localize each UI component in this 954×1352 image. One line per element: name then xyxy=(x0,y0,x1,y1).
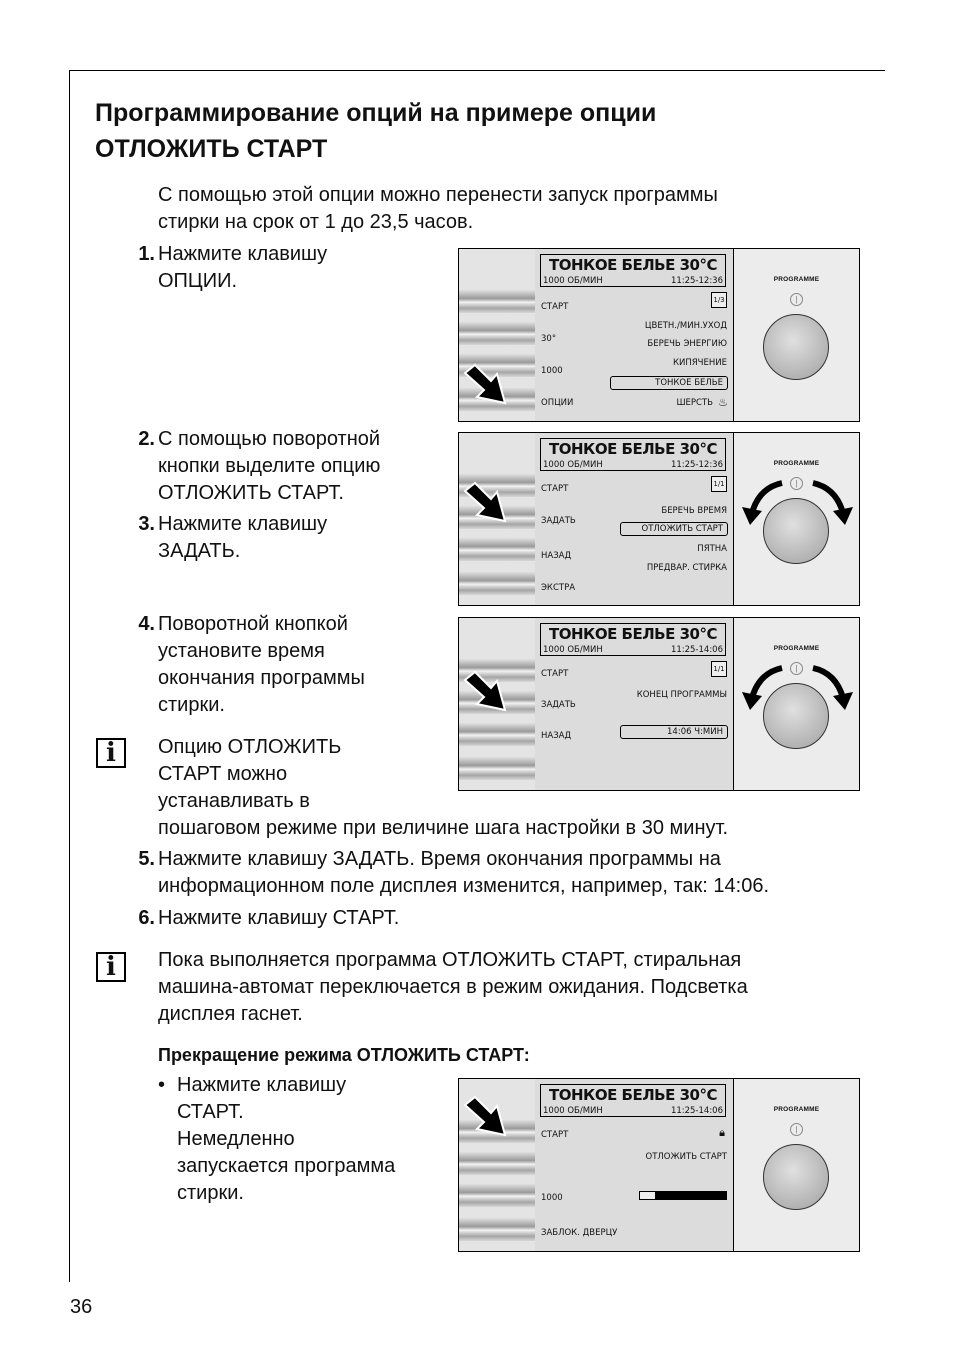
step-line: Нажмите клавишу xyxy=(158,243,328,265)
step-4-text xyxy=(158,611,365,719)
panel-button[interactable] xyxy=(459,1183,535,1207)
page-indicator-icon: 1/3 xyxy=(711,292,727,308)
info-line: Опцию ОТЛОЖИТЬ xyxy=(158,736,342,758)
panel-button[interactable] xyxy=(459,289,535,313)
lcd-display xyxy=(535,618,735,790)
panel-button[interactable] xyxy=(459,321,535,345)
knob-area xyxy=(734,1079,859,1251)
softkey-label: ОПЦИИ xyxy=(541,398,574,408)
knob-label: PROGRAMME xyxy=(773,460,820,467)
cancel-line: запускается программа xyxy=(177,1155,396,1177)
power-icon: | xyxy=(790,293,803,306)
program-title: ТОНКОЕ БЕЛЬЕ 30°C xyxy=(549,625,717,643)
step-line: ЗАДАТЬ. xyxy=(158,540,241,562)
page-indicator-icon: 1/1 xyxy=(711,476,727,492)
lcd-display xyxy=(535,1079,735,1251)
info-line: Пока выполняется программа ОТЛОЖИТЬ СТАРТ, стиральная xyxy=(158,949,742,971)
page-title: Программирование опций на примере опции xyxy=(95,99,657,127)
lcd-display xyxy=(535,249,735,421)
step-number: 5. xyxy=(138,848,155,870)
softkey-label: 1000 xyxy=(541,366,563,376)
option-item: ПРЕДВАР. СТИРКА xyxy=(646,563,727,573)
program-knob[interactable] xyxy=(763,1144,829,1210)
info-icon: i xyxy=(96,952,126,982)
info-2-text xyxy=(158,947,748,1028)
button-strip xyxy=(459,433,536,605)
step-5-text xyxy=(158,846,769,900)
panel-button-extra[interactable] xyxy=(459,571,535,595)
cancel-heading: Прекращение режима ОТЛОЖИТЬ СТАРТ: xyxy=(158,1045,530,1065)
softkey-label: НАЗАД xyxy=(541,731,572,741)
step-number: 3. xyxy=(138,513,155,535)
display-header xyxy=(540,254,726,287)
step-number: 2. xyxy=(138,428,155,450)
left-rule xyxy=(69,70,70,1282)
rotate-arrows-icon xyxy=(734,463,861,533)
top-rule xyxy=(69,70,885,71)
lcd-display xyxy=(535,433,735,605)
panel-button-back[interactable] xyxy=(459,537,535,561)
time-range: 11:25-12:36 xyxy=(670,460,723,470)
button-strip xyxy=(459,618,536,790)
step-line: окончания программы xyxy=(158,667,365,689)
intro-line: С помощью этой опции можно перенести запуск программы xyxy=(158,184,718,206)
spin-speed: 1000 ОБ/МИН xyxy=(543,645,603,655)
intro-text xyxy=(158,182,718,236)
softkey-label: СТАРТ xyxy=(541,302,569,312)
page-title-option: ОТЛОЖИТЬ СТАРТ xyxy=(95,135,328,163)
press-arrow-icon xyxy=(461,481,509,523)
panel-button[interactable] xyxy=(459,1151,535,1175)
option-item: КОНЕЦ ПРОГРАММЫ xyxy=(636,690,727,700)
button-strip xyxy=(459,1079,536,1251)
display-panel-delay-running xyxy=(458,1078,860,1252)
button-strip xyxy=(459,249,536,421)
program-title: ТОНКОЕ БЕЛЬЕ 30°C xyxy=(549,1086,717,1104)
option-item: ЦВЕТН./МИН.УХОД xyxy=(644,321,727,331)
intro-line: стирки на срок от 1 до 23,5 часов. xyxy=(158,211,474,233)
power-icon: | xyxy=(790,477,803,490)
spin-speed: 1000 ОБ/МИН xyxy=(543,1106,603,1116)
time-range: 11:25-14:06 xyxy=(670,645,723,655)
step-1-text xyxy=(158,241,327,295)
knob-label: PROGRAMME xyxy=(773,276,820,283)
info-line: дисплея гаснет. xyxy=(158,1003,303,1025)
panel-button[interactable] xyxy=(459,756,535,780)
softkey-label: СТАРТ xyxy=(541,669,569,679)
page-number: 36 xyxy=(70,1296,93,1318)
display-header xyxy=(540,623,726,656)
step-line: кнопки выделите опцию xyxy=(158,455,381,477)
step-3-text xyxy=(158,511,327,565)
knob-area xyxy=(734,433,859,605)
press-arrow-icon xyxy=(461,1095,509,1137)
step-line: информационном поле дисплея изменится, например, так: 14:06. xyxy=(158,875,770,897)
softkey-label: ЗАБЛОК. ДВЕРЦУ xyxy=(541,1228,618,1238)
knob-area xyxy=(734,618,859,790)
display-header xyxy=(540,1084,726,1117)
step-line: ОПЦИИ. xyxy=(158,270,238,292)
program-title: ТОНКОЕ БЕЛЬЕ 30°C xyxy=(549,440,717,458)
step-2-text xyxy=(158,426,380,507)
display-panel-options xyxy=(458,248,860,422)
step-line: ОТЛОЖИТЬ СТАРТ. xyxy=(158,482,344,504)
step-number: 1. xyxy=(138,243,155,265)
softkey-label: ЗАДАТЬ xyxy=(541,700,576,710)
cancel-line: стирки. xyxy=(177,1182,244,1204)
option-item: ОТЛОЖИТЬ СТАРТ xyxy=(645,1152,727,1162)
softkey-label: ЗАДАТЬ xyxy=(541,516,576,526)
option-item-selected: ТОНКОЕ БЕЛЬЕ xyxy=(610,376,728,390)
display-panel-end-time xyxy=(458,617,860,791)
softkey-label: 1000 xyxy=(541,1193,563,1203)
knob-area xyxy=(734,249,859,421)
option-item-selected: ОТЛОЖИТЬ СТАРТ xyxy=(620,522,728,536)
step-line: С помощью поворотной xyxy=(158,428,381,450)
rotate-arrows-icon xyxy=(734,648,861,718)
softkey-label: СТАРТ xyxy=(541,484,569,494)
progress-fill xyxy=(640,1192,655,1199)
display-panel-select-option xyxy=(458,432,860,606)
step-6-text: Нажмите клавишу СТАРТ. xyxy=(158,907,400,929)
time-range: 11:25-12:36 xyxy=(670,276,723,286)
panel-button[interactable] xyxy=(459,1217,535,1241)
cancel-line: Нажмите клавишу xyxy=(177,1074,347,1096)
time-range: 11:25-14:06 xyxy=(670,1106,723,1116)
spin-speed: 1000 ОБ/МИН xyxy=(543,276,603,286)
option-item: ПЯТНА xyxy=(697,544,727,554)
press-arrow-icon xyxy=(461,363,509,405)
power-icon: | xyxy=(790,662,803,675)
wool-icon: ♨ xyxy=(718,396,728,409)
softkey-label: ЭКСТРА xyxy=(541,583,576,593)
spin-speed: 1000 ОБ/МИН xyxy=(543,460,603,470)
softkey-label: СТАРТ xyxy=(541,1130,569,1140)
step-line: Поворотной кнопкой xyxy=(158,613,348,635)
knob-label: PROGRAMME xyxy=(773,645,820,652)
panel-button-back[interactable] xyxy=(459,722,535,746)
cancel-text xyxy=(177,1072,395,1207)
bullet: • xyxy=(158,1074,166,1096)
info-line: СТАРТ можно xyxy=(158,763,288,785)
info-line: пошаговом режиме при величине шага настройки в 30 минут. xyxy=(158,817,729,839)
step-number: 4. xyxy=(138,613,155,635)
option-item: БЕРЕЧЬ ВРЕМЯ xyxy=(661,506,727,516)
step-line: Нажмите клавишу xyxy=(158,513,328,535)
step-line: стирки. xyxy=(158,694,225,716)
power-icon: | xyxy=(790,1123,803,1136)
program-knob[interactable] xyxy=(763,314,829,380)
step-line: Нажмите клавишу ЗАДАТЬ. Время окончания программы на xyxy=(158,848,721,870)
display-header xyxy=(540,438,726,471)
program-title: ТОНКОЕ БЕЛЬЕ 30°C xyxy=(549,256,717,274)
option-item: ШЕРСТЬ xyxy=(676,398,713,408)
option-item: БЕРЕЧЬ ЭНЕРГИЮ xyxy=(647,339,727,349)
end-time-value: 14:06 Ч:МИН xyxy=(620,725,728,739)
step-number: 6. xyxy=(138,907,155,929)
page-indicator-icon: 1/1 xyxy=(711,661,727,677)
option-item: КИПЯЧЕНИЕ xyxy=(672,358,727,368)
lock-icon: 🔒︎ xyxy=(719,1126,725,1139)
cancel-line: СТАРТ. xyxy=(177,1101,244,1123)
softkey-label: 30° xyxy=(541,334,557,344)
info-line: машина-автомат переключается в режим ожидания. Подсветка xyxy=(158,976,748,998)
knob-label: PROGRAMME xyxy=(773,1106,820,1113)
softkey-label: НАЗАД xyxy=(541,551,572,561)
delay-progress-bar xyxy=(639,1191,727,1200)
info-line: устанавливать в xyxy=(158,790,310,812)
step-line: установите время xyxy=(158,640,325,662)
cancel-line: Немедленно xyxy=(177,1128,295,1150)
press-arrow-icon xyxy=(461,670,509,712)
info-icon: i xyxy=(96,738,126,768)
